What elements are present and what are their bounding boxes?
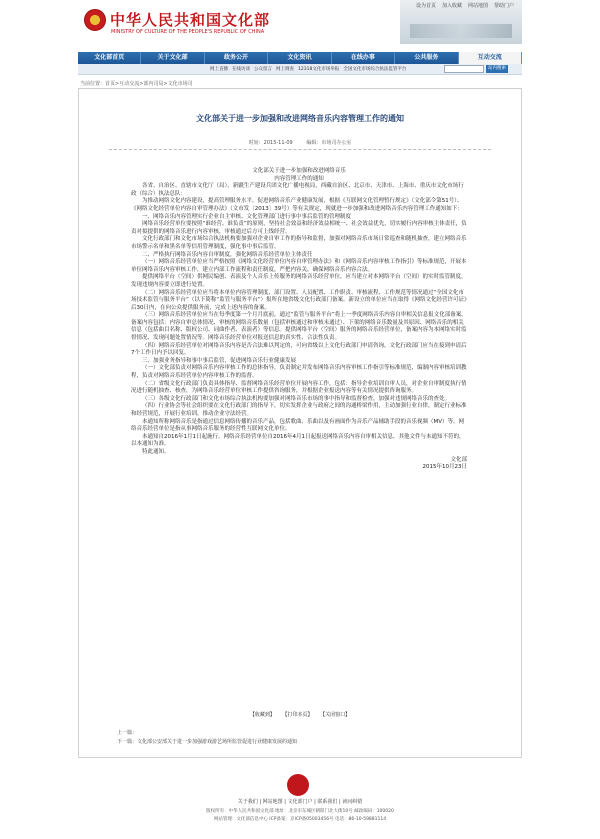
site-title: 中华人民共和国文化部 bbox=[110, 11, 271, 29]
article-paragraph: （二）网络音乐经营单位应当将本单位内容管理制度、部门设置、人员配置、工作职责、审核流程、工作规范等情况通过“全国文化市场技术监管与服务平台”（以下简称“监管与服务平台”）报所在地省级文化行政部门备案。新设立的单位应当在取得《网络文化经营许可证》后30日内，在向公众提供服务前，完成上述内容的备案。 bbox=[131, 289, 467, 311]
article-paragraph: （四）行业协会等社会组织要在文化行政部门的指导下，切实发挥企业与政府之间的沟通桥梁作用，主动加强行业自律，制定行业标准和经营规范，开展行业培训，推动企业守法经营。 bbox=[131, 403, 467, 417]
main-nav bbox=[78, 52, 522, 64]
nav-item-online-service[interactable]: 在线办事 bbox=[332, 52, 395, 64]
nav-item-public-service[interactable]: 公共服务 bbox=[395, 52, 458, 64]
favorite-link[interactable]: 【收藏到】 bbox=[249, 712, 275, 718]
subnav-item-live[interactable]: 网上直播 bbox=[210, 67, 228, 72]
close-window-link[interactable]: 【关闭窗口】 bbox=[320, 712, 351, 718]
top-link-favorite[interactable]: 加入收藏 bbox=[441, 3, 462, 9]
article-paragraph: 本通知自2016年1月1日起施行。网络音乐经营单位自2016年4月1日起报送网络音乐内容自审相关信息。其他文件与本通知不符的，以本通知为准。 bbox=[131, 433, 465, 448]
print-link[interactable]: 【打印本页】 bbox=[282, 712, 313, 718]
article-time: 时间：2015-11-09 bbox=[248, 140, 293, 146]
article-paragraph: （二）省级文化行政部门负责具体指导、监督网络音乐经营单位开展内容工作，包括：指导企业培训自审人员，对企业自审制度执行情况进行随机抽查、核查，为网络音乐经营单位审核工作提供咨询服务，并根据企业报送内容等有关情况提供咨询服务。 bbox=[131, 380, 467, 395]
next-article-link[interactable]: 下一篇：文化部公安部关于进一步加强游戏游艺场所监管促进行业健康发展的通知 bbox=[117, 739, 298, 745]
article-paragraph: 三、加强业务指导和事中事后监管，促进网络音乐行业健康发展 bbox=[142, 357, 297, 364]
article-paragraph: （四）网络音乐经营单位对网络音乐内容是否合法难以判定的，可向省级以上文化行政部门申请咨询，文化行政部门应当在接到申请后7个工作日内予以回复。 bbox=[131, 342, 467, 357]
subnav-item-report[interactable]: 12318文化市场举报 bbox=[298, 67, 340, 72]
nav-item-home[interactable]: 文化部首页 bbox=[78, 52, 141, 64]
article-panel bbox=[78, 88, 522, 758]
search-input[interactable] bbox=[444, 65, 484, 73]
nav-item-about[interactable]: 关于文化部 bbox=[141, 52, 204, 64]
article-paragraph: 本通知所称网络音乐是指通过信息网络传播的音乐产品，包括歌曲、乐曲以及有画面作为音乐产品辅助手段的音乐视频（MV）等。网络音乐经营单位是指从事网络音乐服务的经营性互联网文化单位。 bbox=[131, 418, 465, 433]
top-link-home[interactable]: 设为首页 bbox=[415, 3, 436, 9]
article-paragraph: 特此通知。 bbox=[142, 448, 170, 455]
article-paragraph: （三）各级文化行政部门和文化市场综合执法机构要加强对网络音乐市场的事中指导和监督检查，加强对违规网络音乐的查处。 bbox=[142, 395, 451, 402]
footer-links[interactable]: 关于我们 | 网站地图 | 文化部门户 | 联系我们 | 读问纠错 bbox=[237, 799, 363, 805]
nav-item-news[interactable]: 文化资讯 bbox=[268, 52, 331, 64]
top-links bbox=[416, 2, 514, 9]
site-footer bbox=[78, 760, 522, 839]
subnav-item-survey[interactable]: 网上调查 bbox=[276, 67, 294, 72]
article-actions bbox=[79, 711, 521, 718]
site-subtitle: MINISTRY OF CULTURE OF THE PEOPLE'S REPUBLIC OF CHINA bbox=[111, 29, 265, 35]
prev-article-link[interactable]: 上一篇： bbox=[117, 730, 138, 736]
article-paragraph: （一）文化部负责对网络音乐内容审核工作的总体指导，负责制定并发布网络音乐内容审核工作指引等标准规范，编制内容审核培训教程，负责对网络音乐经营单位内容审核工作的监督。 bbox=[131, 365, 467, 380]
divider bbox=[109, 149, 491, 150]
breadcrumb: 当前位置：首页>互动交流>部内司局>文化市场司 bbox=[80, 81, 193, 87]
article-paragraph: 文化部 bbox=[450, 456, 467, 463]
footer-seal-icon bbox=[287, 774, 309, 796]
nav-item-gov-info[interactable]: 政务公开 bbox=[205, 52, 268, 64]
national-emblem-icon bbox=[84, 9, 106, 31]
nav-item-interaction[interactable]: 互动交流 bbox=[459, 52, 522, 64]
subnav-item-interview[interactable]: 在线访谈 bbox=[232, 67, 250, 72]
subnav-item-message[interactable]: 公众留言 bbox=[254, 67, 272, 72]
footer-copyright: 版权所有：中华人民共和国文化部 地址：北京市东城区朝阳门北大街10号 邮政编码：100020 bbox=[206, 809, 394, 814]
article-paragraph: 为推动网络文化内容建设，提高管理服务水平，促进网络音乐产业健康发展，根据《互联网文化管理暂行规定》（文化部令第51号）、《网络文化经营单位内容自审管理办法》（文市发〔2013〕39号）等有关规定，现就进一步加强和改进网络音乐内容管理工作通知如下： bbox=[131, 198, 463, 212]
article-paragraph: （一）网络音乐经营单位应当严格按照《网络文化经营单位内容自审管理办法》和《网络音乐内容审核工作指引》等标准规范，开展本单位网络音乐内容审核工作，建立内部工作流程和责任制度，严把内容关，确保网络音乐内容合法。 bbox=[131, 259, 467, 273]
subnav-item-platform[interactable]: 全国文化市场综合执法监管平台 bbox=[343, 67, 407, 72]
article-paragraph: 2015年10月23日 bbox=[422, 464, 467, 471]
article-paragraph: 内容管理工作的通知 bbox=[274, 175, 324, 182]
site-header bbox=[78, 0, 522, 52]
article-paragraph: 提供网络平台（空间）供网民编创、表演及个人音乐上传服务的网络音乐经营单位，应当建立对本网络平台（空间）的实时监管制度，发现违规内容要立即进行处置。 bbox=[131, 274, 467, 288]
footer-contact: 网站管理：文化部信息中心 ICP备案：京ICP备05003456号 电话：86-10-59881114 bbox=[213, 817, 387, 822]
article-body bbox=[131, 168, 467, 472]
search-button[interactable]: 站内搜索 bbox=[488, 66, 506, 71]
article-title: 文化部关于进一步加强和改进网络音乐内容管理工作的通知 bbox=[196, 114, 404, 123]
article-paragraph: 文化部关于进一步加强和改进网络音乐 bbox=[252, 168, 346, 174]
article-meta bbox=[79, 139, 521, 146]
article-paragraph: （三）网络音乐经营单位应当在每季度第一个月月底前，通过“监管与服务平台”将上一季度网络音乐内容自审相关信息报文化部备案。备案内容包括：内容自审总体情况、审核的网络音乐数量（包括审核通过和审核未通过）、下架的网络音乐数量及其原因、网络音乐的相关信息（包括曲目名称、版权公司、词曲作者、表演者）等信息。提供网络平台（空间）服务的网络音乐经营单位，备案内容为本网络实时监督情况、发现问题处置情况等。网络音乐经营单位对报送信息的真实性、合法性负责。 bbox=[131, 312, 467, 342]
top-link-sitemap[interactable]: 网站地图 bbox=[467, 3, 488, 9]
prev-next bbox=[117, 729, 297, 747]
article-paragraph: 各省、自治区、直辖市文化厅（局），新疆生产建设兵团文化广播电视局，西藏自治区、北京市、天津市、上海市、重庆市文化市场行政（综合）执法总队： bbox=[131, 183, 464, 197]
article-paragraph: 文化行政部门和文化市场综合执法机构要加强对企业自审工作的指导和监督，加强对网络音乐市场日常巡查和随机抽查，建立网络音乐市场警示名单和黑名单等信用管理制度，强化事中事后监管。 bbox=[131, 236, 467, 250]
article-paragraph: 网络音乐经营单位要按照“谁经营、谁负责”的原则，坚持社会效益和经济效益相统一、社会效益优先，切实履行内容审核主体责任，负责对拟提供的网络音乐进行内容审核，审核通过后方可上线经营。 bbox=[131, 221, 467, 235]
article-paragraph: 一、网络音乐内容管理实行企业自主审核、文化管理部门进行事中事后监管的管理制度 bbox=[142, 213, 352, 220]
footer-info bbox=[78, 808, 522, 824]
article-source: 编辑：市场司办公室 bbox=[306, 140, 352, 146]
article-paragraph: 二、严格执行网络音乐内容自审制度，强化网络音乐经营单位主体责任 bbox=[142, 251, 313, 258]
top-link-help[interactable]: 帮助门户 bbox=[493, 3, 514, 9]
sub-nav bbox=[78, 64, 522, 75]
